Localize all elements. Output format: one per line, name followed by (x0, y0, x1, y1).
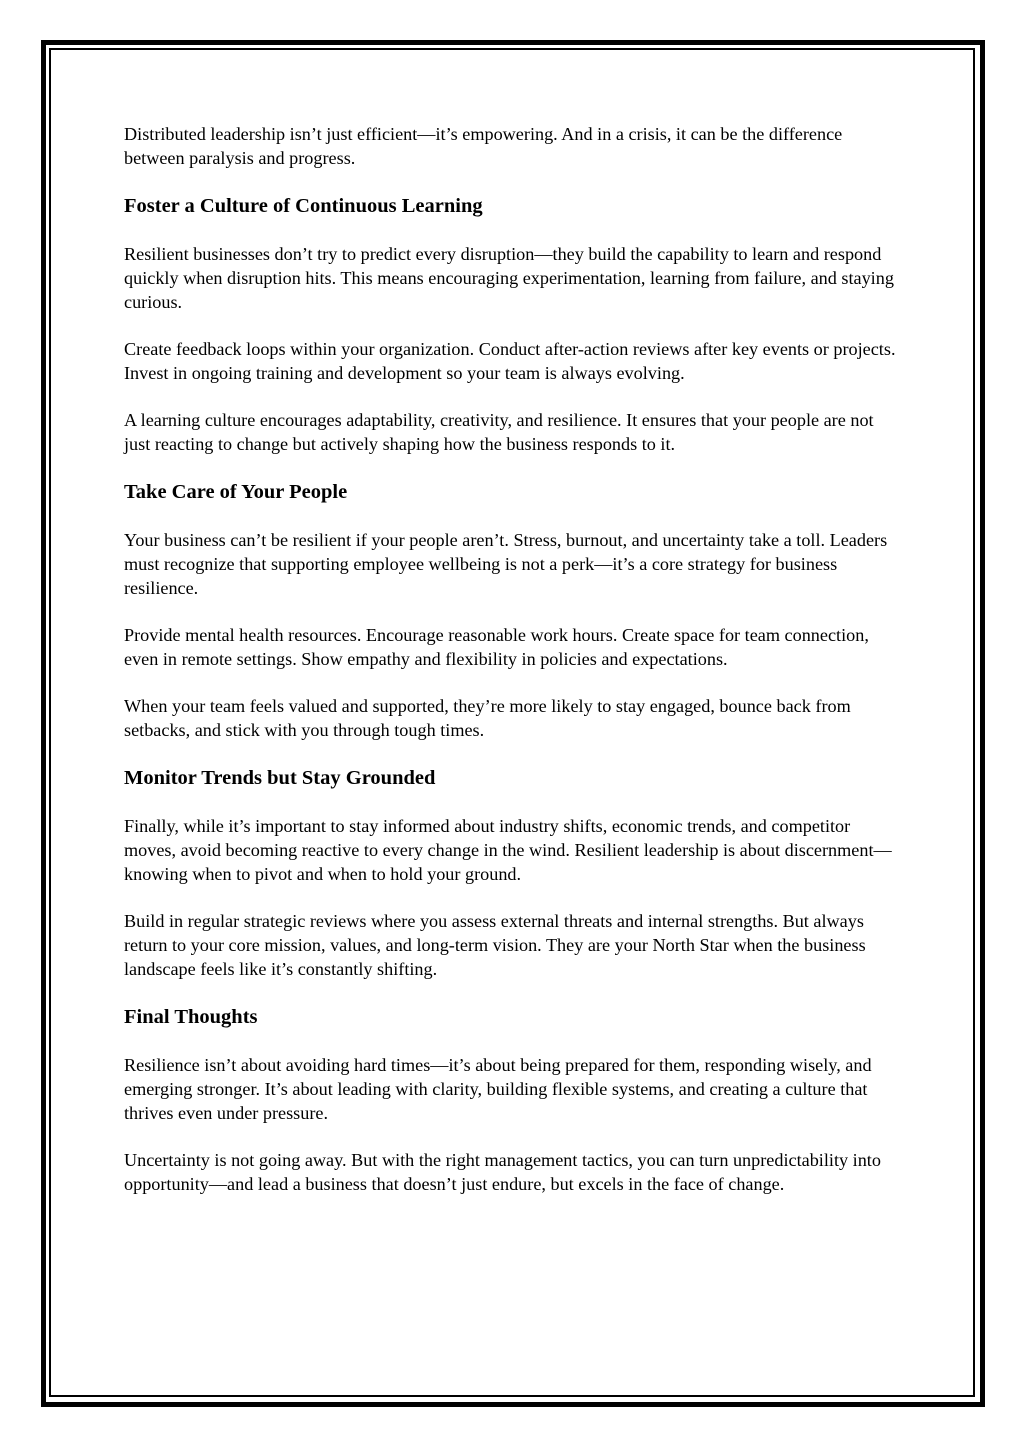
paragraph-feedback-loops: Create feedback loops within your organization. Conduct after-action reviews after key events or projects. Invest in ongoing training and development so your team is always evolving. (124, 339, 896, 383)
paragraph-strategic-reviews: Build in regular strategic reviews where you assess external threats and internal strengths. But always return to your core mission, values, and long-term vision. They are your North Star when the business landscape feels like it’s constantly shifting. (124, 911, 866, 979)
paragraph-mental-health: Provide mental health resources. Encourage reasonable work hours. Create space for team connection, even in remote settings. Show empathy and flexibility in policies and expectations. (124, 625, 869, 669)
paragraph-people-resilient: Your business can’t be resilient if your people aren’t. Stress, burnout, and uncertainty take a toll. Leaders must recognize that supporting employee wellbeing is not a perk—it’s a core strategy for business resilience. (124, 530, 888, 598)
paragraph-stay-informed: Finally, while it’s important to stay informed about industry shifts, economic trends, and competitor moves, avoid becoming reactive to every change in the wind. Resilient leadership is about discernment—knowing when to pivot and when to hold your ground. (124, 816, 892, 884)
paragraph-distributed-leadership: Distributed leadership isn’t just efficient—it’s empowering. And in a crisis, it can be the difference between paralysis and progress. (124, 124, 843, 168)
heading-continuous-learning: Foster a Culture of Continuous Learning (124, 195, 483, 217)
paragraph-resilient-businesses: Resilient businesses don’t try to predict every disruption—they build the capability to learn and respond quickly when disruption hits. This means encouraging experimentation, learning from failure, and staying curious. (124, 244, 894, 312)
paragraph-resilience-hard-times: Resilience isn’t about avoiding hard times—it’s about being prepared for them, responding wisely, and emerging stronger. It’s about leading with clarity, building flexible systems, and creating a culture that thrives even under pressure. (124, 1055, 872, 1123)
paragraph-learning-culture: A learning culture encourages adaptability, creativity, and resilience. It ensures that your people are not just reacting to change but actively shaping how the business responds to it. (124, 410, 874, 454)
document-body (124, 122, 904, 1219)
paragraph-uncertainty: Uncertainty is not going away. But with the right management tactics, you can turn unpredictability into opportunity—and lead a business that doesn’t just endure, but excels in the face of change. (124, 1150, 881, 1194)
heading-take-care-of-people: Take Care of Your People (124, 481, 348, 503)
paragraph-team-valued: When your team feels valued and supported, they’re more likely to stay engaged, bounce back from setbacks, and stick with you through tough times. (124, 696, 851, 740)
heading-final-thoughts: Final Thoughts (124, 1006, 258, 1028)
heading-monitor-trends: Monitor Trends but Stay Grounded (124, 767, 436, 789)
